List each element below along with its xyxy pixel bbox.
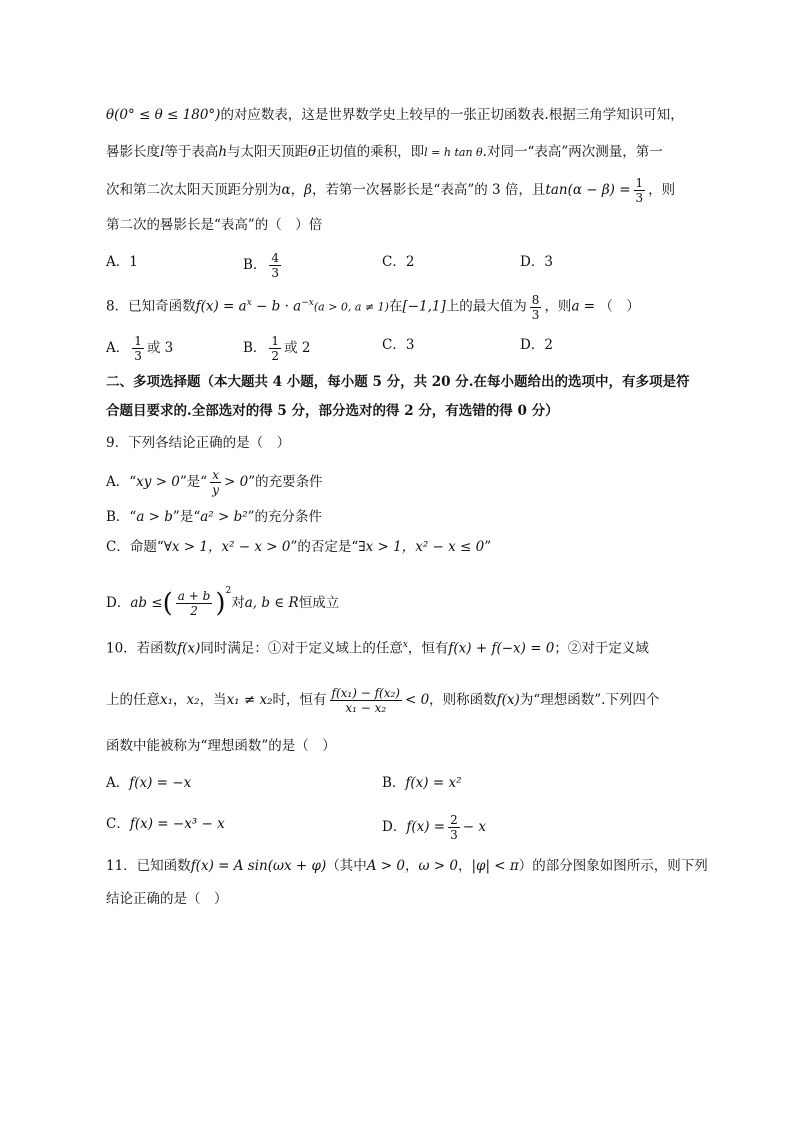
q7-line-4: 第二次的晷影长是“表高”的（ ）倍 [106, 217, 323, 233]
q9-option-d: D．ab ≤( $\frac{a + b}{2}$ )$^2$对a, b ∈ R恒成立 [106, 586, 340, 619]
q10-option-c: C．f(x) = −x³ − x [106, 816, 225, 832]
q8-option-d: D．2 [520, 337, 553, 353]
q9-option-c: C．命题“∀x > 1，x² − x > 0”的否定是“∃x > 1，x² − x ≤ 0” [106, 539, 492, 555]
theta-range: θ(0° ≤ θ ≤ 180°) [106, 107, 221, 123]
q8-option-c: C．3 [382, 337, 415, 353]
q7-option-c: C．2 [382, 254, 415, 270]
fraction-one-third: $\frac{1}{3}$ [635, 176, 644, 205]
q11-line-2: 结论正确的是（ ） [106, 891, 228, 907]
q9-option-a: A．“xy > 0”是“ $\frac{x}{y}$ > 0”的充要条件 [106, 468, 323, 497]
q10-option-b: B．f(x) = x² [382, 775, 462, 791]
section-2-heading-line-2: 合题目要求的.全部选对的得 5 分，部分选对的得 2 分，有选错的得 0 分） [106, 403, 559, 419]
q7-option-a: A．1 [106, 254, 138, 270]
q10-option-a: A．f(x) = −x [106, 775, 192, 791]
q7-option-d: D．3 [520, 254, 553, 270]
q8-option-a: A． $\frac{1}{3}$ 或 3 [106, 334, 174, 363]
q11-line-1: 11．已知函数f(x) = A sin(ωx + φ)（其中A > 0，ω > 0，|φ| < π）的部分图象如图所示，则下列 [106, 858, 708, 874]
q9-option-b: B．“a > b”是“a² > b²”的充分条件 [106, 509, 323, 525]
q7-line-1: θ(0° ≤ θ ≤ 180°)的对应数表，这是世界数学史上较早的一张正切函数表.根据三角学知识可知， [106, 107, 684, 123]
q7-line-3: 次和第二次太阳天顶距分别为α，β，若第一次晷影长是“表高”的 3 倍，且tan(α − β) = $\frac{1}{3}$ ，则 [106, 176, 676, 205]
q8-stem: 8．已知奇函数$f(x) = a^x - b \cdot a^{-x}(a > 0$, a ≠ 1)在[−1,1]上的最大值为 $\frac{8}{3}$ ，则a = （ ） [106, 292, 640, 322]
q7-line-2: 晷影长度l等于表高h与太阳天顶距θ正切值的乘积，即l = h tan θ.对同一“表高”两次测量，第一 [106, 144, 663, 160]
q9-stem: 9．下列各结论正确的是（ ） [106, 435, 291, 451]
q10-line-2: 上的任意x₁，x₂，当x₁ ≠ x₂时，恒有 $\frac{\text{f(x₁) − f(x₂)}}{\text{x₁ − x₂}}$ < 0，则称函数f(x)为“理想函数”.下列四个 [106, 686, 660, 715]
q10-line-1: 10．若函数f(x)同时满足：①对于定义域上的任意$^x$，恒有f(x) + f(−x) = 0；②对于定义域 [106, 640, 649, 657]
q7-option-b: B． $\frac{4}{3}$ [243, 251, 280, 280]
q8-option-b: B． $\frac{1}{2}$ 或 2 [243, 334, 311, 363]
q10-option-d: D．f(x) = $\frac{2}{3}$ − x [382, 813, 486, 842]
q10-line-3: 函数中能被称为“理想函数”的是（ ） [106, 738, 336, 754]
section-2-heading-line-1: 二、多项选择题（本大题共 4 小题，每小题 5 分，共 20 分.在每小题给出的选项中，有多项是符 [106, 374, 690, 390]
